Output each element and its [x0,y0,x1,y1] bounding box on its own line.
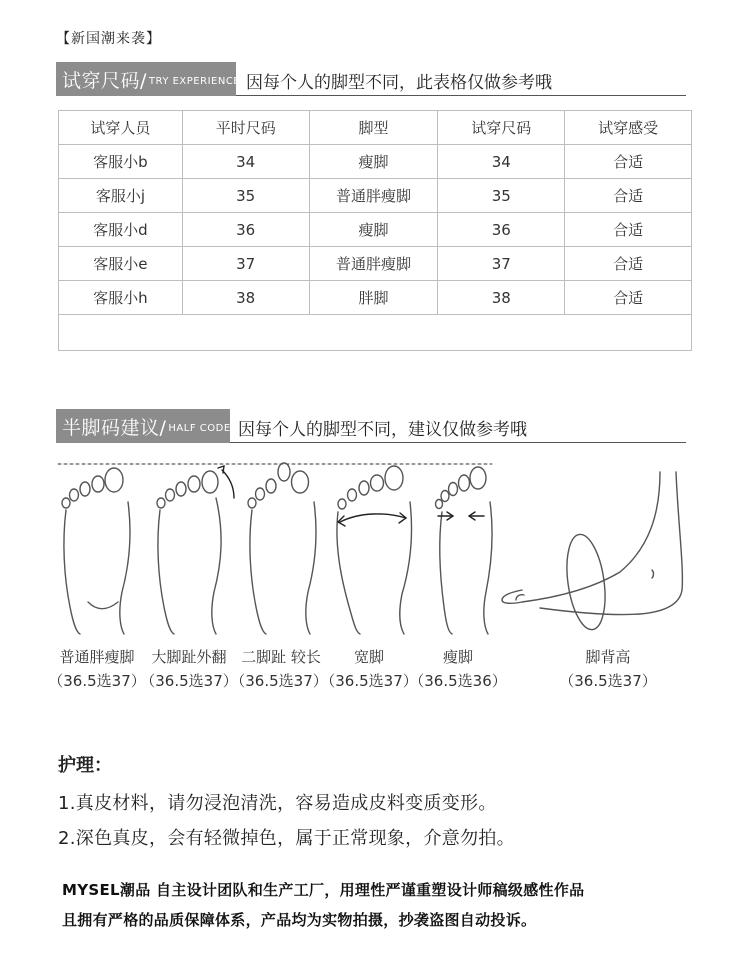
care-instruction: 2.深色真皮，会有轻微掉色，属于正常现象，介意勿拍。 [58,828,515,849]
table-row-empty [59,315,692,351]
table-cell: 客服小b [59,145,183,179]
table-cell: 合适 [565,145,692,179]
high-instep-foot-icon [502,472,682,632]
column-header-feeling: 试穿感受 [565,111,692,145]
table-cell: 37 [438,247,565,281]
foot-type-label: 二脚趾 较长 [241,648,321,666]
foot-type-size: （36.5选37） [48,672,146,690]
table-row [59,247,692,281]
table-cell: 瘦脚 [309,145,438,179]
table-cell: 合适 [565,247,692,281]
table-cell: 36 [182,213,309,247]
foot-type-label: 大脚趾外翻 [151,648,227,666]
foot-type-label: 宽脚 [353,648,385,666]
bunion-foot-icon [157,466,234,634]
half-size-section-badge [56,409,230,443]
trial-section-badge [56,62,241,96]
wide-foot-icon [337,466,412,634]
column-header-foot-type: 脚型 [309,111,438,145]
foot-type-size: （36.5选37） [559,672,657,690]
trial-section-title: 试穿尺码/ [62,69,147,92]
half-size-section-note: 因每个人的脚型不同，建议仅做参考哦 [238,420,527,440]
table-header-row [59,111,692,145]
foot-type-size: （36.5选37） [230,672,328,690]
table-cell: 客服小e [59,247,183,281]
table-row [59,179,692,213]
foot-type-size: （36.5选37） [140,672,238,690]
trial-size-table [58,110,692,351]
brand-statement-line: MYSEL潮品 自主设计团队和生产工厂，用理性严谨重塑设计师稿级感性作品 [62,881,585,899]
table-cell: 34 [182,145,309,179]
foot-type-label: 普通胖瘦脚 [59,648,135,666]
table-cell: 35 [438,179,565,213]
brand-statement-line: 且拥有严格的品质保障体系，产品均为实物拍摄，抄袭盗图自动投诉。 [62,911,537,929]
table-cell: 客服小j [59,179,183,213]
table-cell: 合适 [565,281,692,315]
trial-section-note: 因每个人的脚型不同，此表格仅做参考哦 [246,73,552,93]
brand-tag: 【新国潮来袭】 [56,31,161,47]
table-cell: 36 [438,213,565,247]
table-cell: 普通胖瘦脚 [309,179,438,213]
trial-section-subtitle: TRY EXPERIENCE [148,76,241,87]
care-instruction: 1.真皮材料，请勿浸泡清洗，容易造成皮料变质变形。 [58,793,497,814]
long-second-toe-foot-icon [248,463,316,634]
trial-section-header [56,62,686,96]
table-cell: 普通胖瘦脚 [309,247,438,281]
column-header-usual-size: 平时尺码 [182,111,309,145]
table-row [59,281,692,315]
normal-foot-icon [62,468,130,634]
table-cell: 合适 [565,179,692,213]
table-cell: 瘦脚 [309,213,438,247]
half-size-section-subtitle: HALF CODE [168,423,231,434]
care-title: 护理： [58,755,112,776]
foot-type-label: 脚背高 [585,648,631,666]
narrow-foot-icon [436,467,493,634]
column-header-tester: 试穿人员 [59,111,183,145]
half-size-section-title: 半脚码建议/ [62,416,167,439]
table-cell: 34 [438,145,565,179]
half-size-section-header [56,409,686,443]
table-cell: 客服小h [59,281,183,315]
table-cell: 35 [182,179,309,213]
table-row [59,213,692,247]
column-header-trial-size: 试穿尺码 [438,111,565,145]
table-cell-empty [59,315,692,351]
table-cell: 胖脚 [309,281,438,315]
table-cell: 38 [182,281,309,315]
table-cell: 37 [182,247,309,281]
table-cell: 38 [438,281,565,315]
foot-type-label: 瘦脚 [442,648,474,666]
foot-type-size: （36.5选37） [320,672,418,690]
table-cell: 合适 [565,213,692,247]
foot-type-size: （36.5选36） [409,672,507,690]
foot-types-illustration [52,452,702,642]
table-cell: 客服小d [59,213,183,247]
table-row [59,145,692,179]
